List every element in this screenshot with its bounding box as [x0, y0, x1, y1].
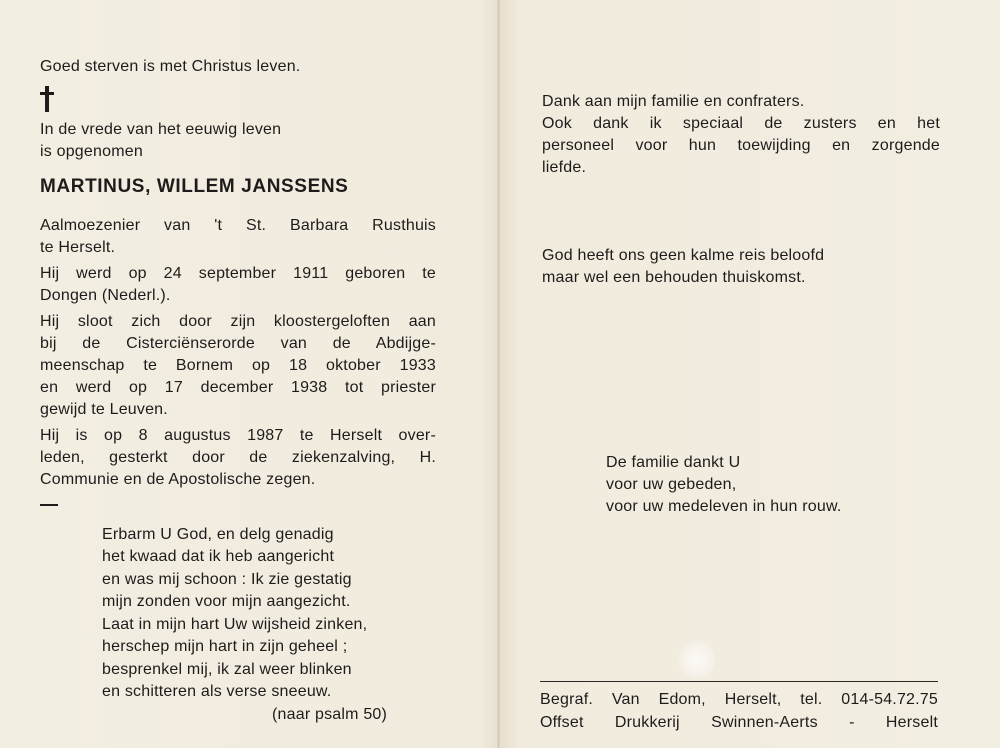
thanks-line: Ook dank ik speciaal de zusters en het	[542, 115, 940, 132]
family-line: voor uw medeleven in hun rouw.	[606, 498, 842, 515]
bio-line: Hij sloot zich door zijn kloostergeloften aan	[40, 313, 436, 330]
printer-line: Offset Drukkerij Swinnen-Aerts - Herselt	[540, 714, 938, 731]
thanks-line: Dank aan mijn familie en confraters.	[542, 93, 805, 110]
quote-line: maar wel een behouden thuiskomst.	[542, 269, 806, 286]
bio-line: Hij werd op 24 september 1911 geboren te	[40, 265, 436, 282]
left-panel	[0, 0, 497, 748]
right-panel	[500, 0, 1000, 748]
separator-dash	[40, 504, 58, 506]
bio-line: te Herselt.	[40, 239, 116, 256]
bio-line: meenschap te Bornem op 18 oktober 1933	[40, 357, 436, 374]
intro-line: In de vrede van het eeuwig leven	[40, 121, 282, 138]
quote-line: God heeft ons geen kalme reis beloofd	[542, 247, 825, 264]
poem-line: en was mij schoon : Ik zie gestatig	[102, 571, 352, 588]
thanks-line: personeel voor hun toewijding en zorgende	[542, 137, 940, 154]
thanks-line: liefde.	[542, 159, 587, 176]
poem-line: Erbarm U God, en delg genadig	[102, 526, 334, 543]
paper-stain	[678, 640, 716, 680]
bio-line: Dongen (Nederl.).	[40, 287, 171, 304]
bio-line: bij de Cisterciënserorde van de Abdijge-	[40, 335, 436, 352]
bio-line: leden, gesterkt door de ziekenzalving, H.	[40, 449, 436, 466]
poem-line: mijn zonden voor mijn aangezicht.	[102, 593, 351, 610]
poem-line: Laat in mijn hart Uw wijsheid zinken,	[102, 616, 368, 633]
poem-line: het kwaad dat ik heb aangericht	[102, 548, 335, 565]
poem-line: en schitteren als verse sneeuw.	[102, 683, 332, 700]
bio-line: Aalmoezenier van 't St. Barbara Rusthuis	[40, 217, 436, 234]
bio-line: Hij is op 8 augustus 1987 te Herselt over-	[40, 427, 436, 444]
poem-line: herschep mijn hart in zijn geheel ;	[102, 638, 348, 655]
bio-line: gewijd te Leuven.	[40, 401, 168, 418]
deceased-name: MARTINUS, WILLEM JANSSENS	[40, 176, 349, 197]
bio-line: Communie en de Apostolische zegen.	[40, 471, 316, 488]
motto: Goed sterven is met Christus leven.	[40, 58, 301, 75]
printer-line: Begraf. Van Edom, Herselt, tel. 014-54.72.75	[540, 691, 938, 708]
poem-line: besprenkel mij, ik zal weer blinken	[102, 661, 352, 678]
poem-source: (naar psalm 50)	[272, 706, 388, 723]
intro-line: is opgenomen	[40, 143, 143, 160]
footer-rule	[540, 681, 938, 682]
bio-line: en werd op 17 december 1938 tot priester	[40, 379, 436, 396]
family-line: voor uw gebeden,	[606, 476, 737, 493]
cross-icon	[40, 86, 54, 112]
family-line: De familie dankt U	[606, 454, 741, 471]
